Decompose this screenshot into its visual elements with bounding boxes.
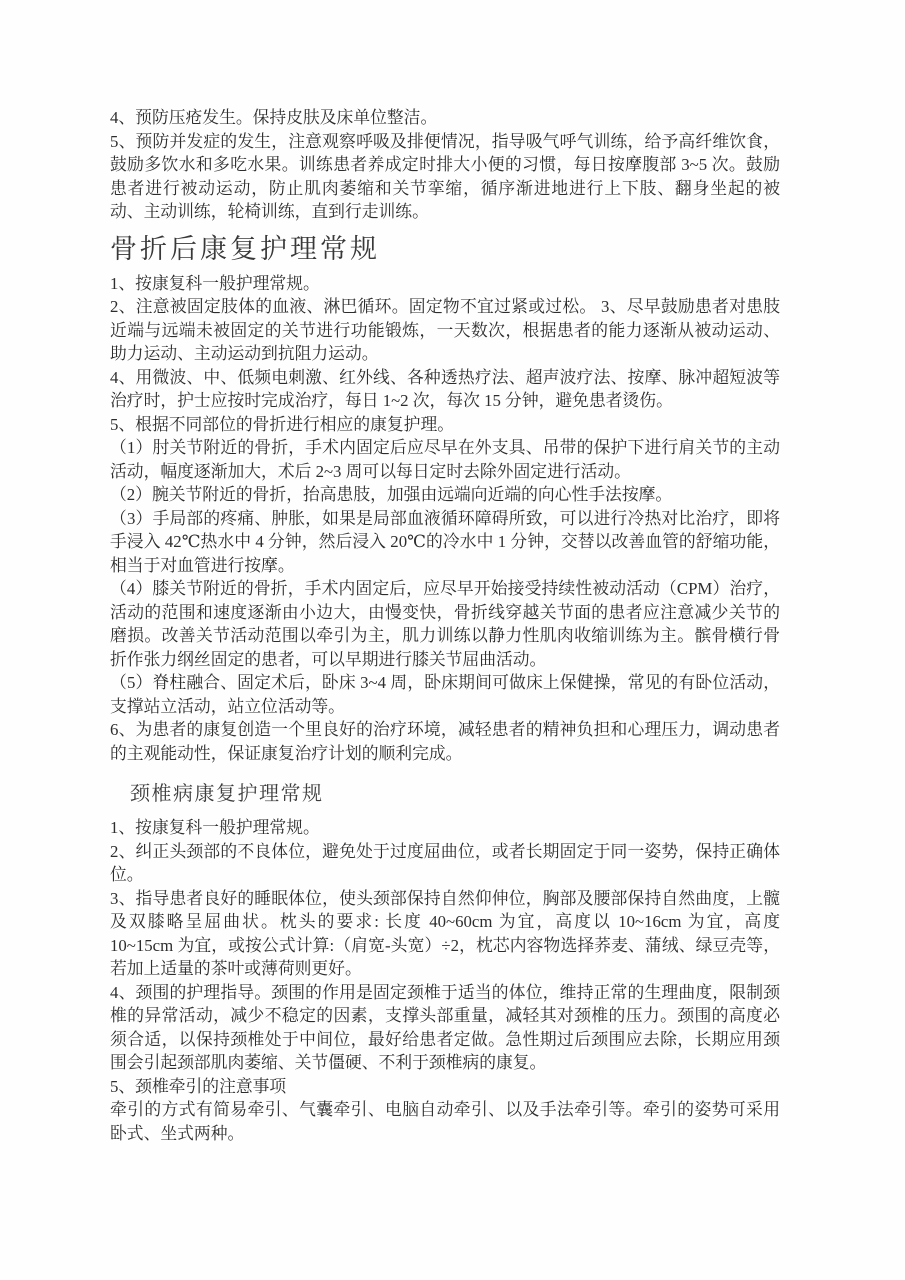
paragraph: 4、用微波、中、低频电刺激、红外线、各种透热疗法、超声波疗法、按摩、脉冲超短波等治疗时，护士应按时完成治疗，每日 1~2 次，每次 15 分钟，避免患者烫伤。 <box>110 367 780 410</box>
section-heading: 颈椎病康复护理常规 <box>130 783 324 805</box>
section-heading: 骨折后康复护理常规 <box>110 233 380 264</box>
paragraph: 5、颈椎牵引的注意事项 <box>110 1076 287 1096</box>
paragraph: 4、颈围的护理指导。颈围的作用是固定颈椎于适当的体位，维持正常的生理曲度，限制颈椎的异常活动，减少不稳定的因素，支撑头部重量，减轻其对颈椎的压力。颈围的高度必须合适，以保持颈椎处于中间位，最好给患者定做。急性期过后颈围应去除，长期应用颈围会引起颈部肌肉萎缩、关节僵硬、不利于颈椎病的康复。 <box>110 982 780 1072</box>
paragraph: 1、按康复科一般护理常规。 <box>110 273 320 293</box>
document-body <box>110 106 780 1145</box>
paragraph: （5）脊柱融合、固定术后，卧床 3~4 周，卧床期间可做床上保健操，常见的有卧位活动，支撑站立活动，站立位活动等。 <box>110 673 780 716</box>
paragraph: 4、预防压疮发生。保持皮肤及床单位整洁。 <box>110 108 438 127</box>
paragraph: 3、指导患者良好的睡眠体位，使头颈部保持自然仰伸位，胸部及腰部保持自然曲度，上髋及双膝略呈屈曲状。枕头的要求: 长度 40~60cm 为宜，高度以 10~16cm 为宜，高度 10~15cm 为宜，或按公式计算:（肩宽-头宽）÷2，枕芯内容物选择荞麦、蒲绒、绿豆壳等，若加上适量的茶叶或薄荷则更好。 <box>110 888 780 978</box>
paragraph: （4）膝关节附近的骨折，手术内固定后，应尽早开始接受持续性被动活动（CPM）治疗，活动的范围和速度逐渐由小边大，由慢变快，骨折线穿越关节面的患者应注意减少关节的磨损。改善关节活动范围以牵引为主，肌力训练以静力性肌肉收缩训练为主。髌骨横行骨折作张力纲丝固定的患者，可以早期进行膝关节屈曲活动。 <box>110 579 780 669</box>
paragraph: （1）肘关节附近的骨折，手术内固定后应尽早在外支具、吊带的保护下进行肩关节的主动活动，幅度逐渐加大，术后 2~3 周可以每日定时去除外固定进行活动。 <box>110 438 780 481</box>
paragraph: 5、预防并发症的发生，注意观察呼吸及排便情况，指导吸气呼气训练，给予高纤维饮食，鼓励多饮水和多吃水果。训练患者养成定时排大小便的习惯，每日按摩腹部 3~5 次。鼓励患者进行被动运动，防止肌肉萎缩和关节挛缩，循序渐进地进行上下肢、翻身坐起的被动、主动训练，轮椅训练，直到行走训练。 <box>110 131 780 221</box>
paragraph: 6、为患者的康复创造一个里良好的治疗环境，减轻患者的精神负担和心理压力，调动患者的主观能动性，保证康复治疗计划的顺利完成。 <box>110 720 780 763</box>
paragraph: 2、纠正头颈部的不良体位，避免处于过度屈曲位，或者长期固定于同一姿势，保持正确体位。 <box>110 841 780 884</box>
paragraph: （2）腕关节附近的骨折，抬高患肢，加强由远端向近端的向心性手法按摩。 <box>110 485 673 504</box>
paragraph: （3）手局部的疼痛、肿胀，如果是局部血液循环障碍所致，可以进行冷热对比治疗，即将手浸入 42℃热水中 4 分钟，然后浸入 20℃的冷水中 1 分钟，交替以改善血管的舒缩功能，相当于对血管进行按摩。 <box>110 508 780 575</box>
paragraph: 牵引的方式有简易牵引、气囊牵引、电脑自动牵引、以及手法牵引等。牵引的姿势可采用卧式、坐式两种。 <box>110 1100 780 1143</box>
paragraph: 5、根据不同部位的骨折进行相应的康复护理。 <box>110 414 455 434</box>
paragraph: 2、注意被固定肢体的血液、淋巴循环。固定物不宜过紧或过松。 3、尽早鼓励患者对患肢近端与远端未被固定的关节进行功能锻炼，一天数次，根据患者的能力逐渐从被动运动、助力运动、主动运动到抗阻力运动。 <box>110 297 780 363</box>
paragraph: 1、按康复科一般护理常规。 <box>110 818 320 837</box>
